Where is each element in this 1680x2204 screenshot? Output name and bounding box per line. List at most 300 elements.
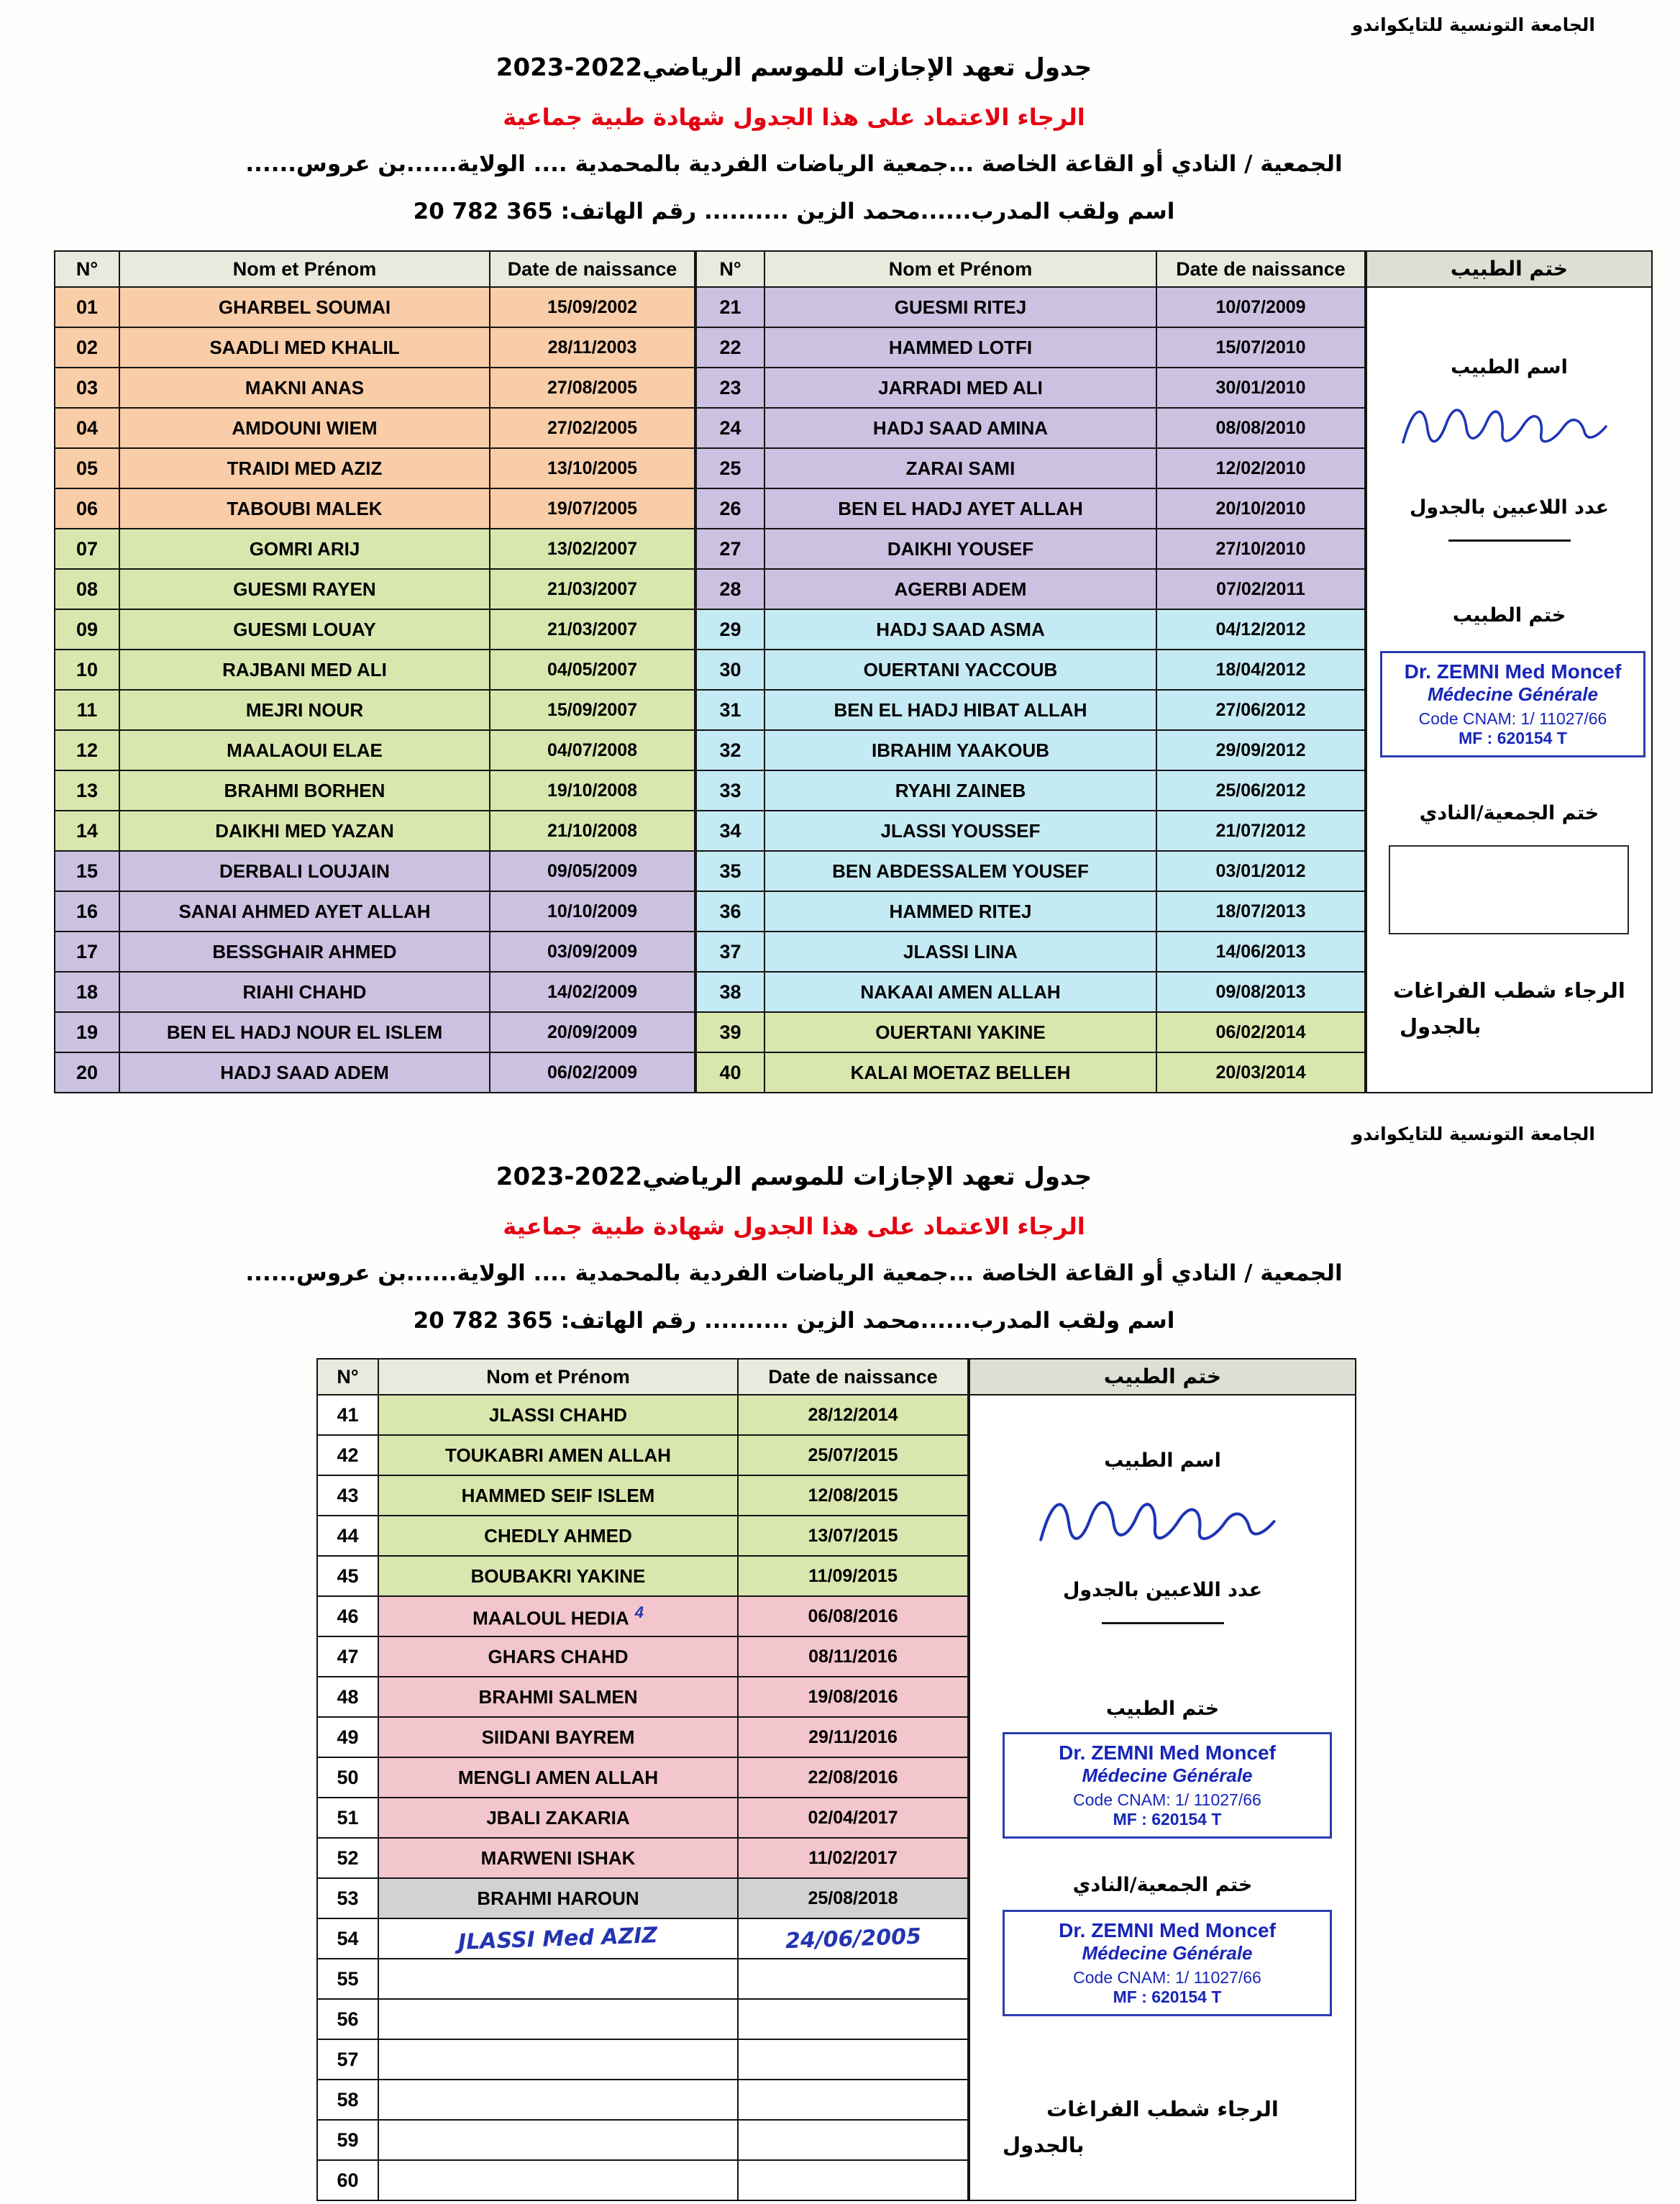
cell-num: 40 — [696, 1052, 764, 1093]
cell-name: HAMMED SEIF ISLEM — [378, 1475, 738, 1516]
table-row — [696, 368, 1365, 408]
table-row — [55, 891, 695, 932]
roster-section-2 — [316, 1358, 1356, 2201]
cell-name: DAIKHI MED YAZAN — [119, 811, 490, 851]
cell-dob: 11/02/2017 — [738, 1838, 968, 1878]
cell-dob: 12/08/2015 — [738, 1475, 968, 1516]
club-line: الجمعية / النادي أو القاعة الخاصة ...جمعية الرياضات الفردية بالمحمدية .... الولاية......بن عروس...... — [245, 151, 1343, 177]
table-row — [696, 408, 1365, 448]
club-line: الجمعية / النادي أو القاعة الخاصة ...جمعية الرياضات الفردية بالمحمدية .... الولاية......بن عروس...... — [245, 1260, 1343, 1286]
cell-name — [378, 2120, 738, 2160]
cell-name: SANAI AHMED AYET ALLAH — [119, 891, 490, 932]
cell-num: 41 — [317, 1395, 378, 1435]
table-row — [55, 529, 695, 569]
table-row — [696, 529, 1365, 569]
table-row — [55, 690, 695, 730]
cell-num: 39 — [696, 1012, 764, 1052]
cell-dob — [738, 1959, 968, 1999]
cell-dob: 03/09/2009 — [490, 932, 695, 972]
table-row — [317, 1959, 968, 1999]
cell-dob: 15/07/2010 — [1156, 327, 1365, 368]
table-row — [696, 932, 1365, 972]
cell-dob: 29/09/2012 — [1156, 730, 1365, 770]
cell-num: 01 — [55, 287, 119, 327]
cell-num: 55 — [317, 1959, 378, 1999]
cell-name: BEN ABDESSALEM YOUSEF — [764, 851, 1156, 891]
table-row — [55, 488, 695, 529]
table-row — [55, 448, 695, 488]
table-row — [55, 972, 695, 1012]
cell-dob: 13/07/2015 — [738, 1516, 968, 1556]
stamp-specialty: Médecine Générale — [1428, 683, 1598, 705]
cell-dob: 13/10/2005 — [490, 448, 695, 488]
cell-dob: 18/04/2012 — [1156, 650, 1365, 690]
cell-dob: 14/06/2013 — [1156, 932, 1365, 972]
coach-phone-line: اسم ولقب المدرب......محمد الزين .......... رقم الهاتف: 365 782 20 — [413, 1308, 1175, 1334]
cell-dob: 06/02/2009 — [490, 1052, 695, 1093]
cell-dob: 07/02/2011 — [1156, 569, 1365, 609]
cell-num: 27 — [696, 529, 764, 569]
column-header-dob: Date de naissance — [1156, 251, 1365, 287]
header-row — [55, 251, 695, 287]
cell-num: 26 — [696, 488, 764, 529]
cell-num: 49 — [317, 1717, 378, 1757]
cell-num: 47 — [317, 1636, 378, 1677]
column-header-num: N° — [55, 251, 119, 287]
doctor-stamp-panel — [1366, 250, 1653, 1093]
cell-num: 18 — [55, 972, 119, 1012]
cell-dob: 20/09/2009 — [490, 1012, 695, 1052]
table-row — [696, 448, 1365, 488]
cell-name: HADJ SAAD ADEM — [119, 1052, 490, 1093]
cell-num: 36 — [696, 891, 764, 932]
doctor-stamp-label: ختم الطبيب — [1105, 1698, 1220, 1720]
cell-num: 51 — [317, 1798, 378, 1838]
cell-name: BEN EL HADJ NOUR EL ISLEM — [119, 1012, 490, 1052]
cell-dob: 02/04/2017 — [738, 1798, 968, 1838]
cell-name — [378, 1999, 738, 2039]
cell-num: 04 — [55, 408, 119, 448]
column-header-name: Nom et Prénom — [119, 251, 490, 287]
players-count-blank-line — [1448, 539, 1571, 542]
players-count-label: عدد اللاعبين بالجدول — [1409, 496, 1610, 519]
table-row — [696, 972, 1365, 1012]
table-row — [317, 1918, 968, 1959]
table-row — [317, 1556, 968, 1596]
doctor-stamp-label: ختم الطبيب — [1452, 604, 1566, 627]
cell-dob: 09/08/2013 — [1156, 972, 1365, 1012]
note-line-1: الرجاء شطب الفراغات — [1393, 978, 1625, 1003]
cell-name: MAKNI ANAS — [119, 368, 490, 408]
doctor-stamp — [1003, 1910, 1332, 2016]
cell-num: 58 — [317, 2080, 378, 2120]
cell-num: 60 — [317, 2160, 378, 2200]
cell-num: 34 — [696, 811, 764, 851]
cell-dob: 18/07/2013 — [1156, 891, 1365, 932]
cell-name: BESSGHAIR AHMED — [119, 932, 490, 972]
cell-name: GHARS CHAHD — [378, 1636, 738, 1677]
cell-name: MAALAOUI ELAE — [119, 730, 490, 770]
cell-name: GUESMI RITEJ — [764, 287, 1156, 327]
table-row — [696, 1052, 1365, 1093]
cell-dob: 30/01/2010 — [1156, 368, 1365, 408]
table-row — [317, 2120, 968, 2160]
medical-certificate-subtitle: الرجاء الاعتماد على هذا الجدول شهادة طبية جماعية — [503, 104, 1085, 131]
table-row — [696, 690, 1365, 730]
table-row — [317, 2080, 968, 2120]
coach-phone-line: اسم ولقب المدرب......محمد الزين .......... رقم الهاتف: 365 782 20 — [413, 199, 1175, 224]
table-row — [55, 287, 695, 327]
stamp-doctor-name: Dr. ZEMNI Med Moncef — [1059, 1919, 1276, 1941]
roster-table-left — [54, 250, 695, 1093]
cell-num: 44 — [317, 1516, 378, 1556]
table-row — [317, 1798, 968, 1838]
cell-name: CHEDLY AHMED — [378, 1516, 738, 1556]
cell-dob: 27/02/2005 — [490, 408, 695, 448]
table-row — [696, 851, 1365, 891]
table-row — [317, 1999, 968, 2039]
cell-name: GHARBEL SOUMAI — [119, 287, 490, 327]
header-row — [696, 251, 1365, 287]
cell-dob: 21/07/2012 — [1156, 811, 1365, 851]
cell-dob — [738, 2039, 968, 2080]
cell-num: 53 — [317, 1878, 378, 1918]
column-header-dob: Date de naissance — [738, 1359, 968, 1395]
table-row — [317, 1596, 968, 1636]
table-row — [55, 368, 695, 408]
page-title: جدول تعهد الإجازات للموسم الرياضي2022-2023 — [496, 53, 1092, 82]
cell-dob: 20/10/2010 — [1156, 488, 1365, 529]
stamp-mf-code: MF : 620154 T — [1458, 729, 1567, 747]
cell-name: MEJRI NOUR — [119, 690, 490, 730]
cell-name: NAKAAI AMEN ALLAH — [764, 972, 1156, 1012]
cell-name: BEN EL HADJ AYET ALLAH — [764, 488, 1156, 529]
doctor-name-label: اسم الطبيب — [1104, 1449, 1221, 1472]
cell-dob — [738, 2080, 968, 2120]
cell-dob: 21/03/2007 — [490, 569, 695, 609]
cell-name: TABOUBI MALEK — [119, 488, 490, 529]
table-row — [317, 2160, 968, 2200]
cell-name: DERBALI LOUJAIN — [119, 851, 490, 891]
cell-name: DAIKHI YOUSEF — [764, 529, 1156, 569]
club-stamp-label: ختم الجمعية/النادي — [1419, 802, 1599, 824]
stamp-doctor-name: Dr. ZEMNI Med Moncef — [1059, 1741, 1276, 1764]
cell-name: MAALOUL HEDIA $^4$ — [378, 1596, 738, 1636]
doctor-signature — [1024, 1482, 1297, 1565]
column-header-name: Nom et Prénom — [764, 251, 1156, 287]
cell-num: 29 — [696, 609, 764, 650]
cell-dob: 24/06/2005 — [738, 1918, 968, 1959]
cell-name: KALAI MOETAZ BELLEH — [764, 1052, 1156, 1093]
table-row — [317, 1717, 968, 1757]
cell-num: 24 — [696, 408, 764, 448]
cell-num: 45 — [317, 1556, 378, 1596]
cell-name: GOMRI ARIJ — [119, 529, 490, 569]
doctor-name-label: اسم الطبيب — [1451, 356, 1568, 378]
cell-dob: 27/06/2012 — [1156, 690, 1365, 730]
table-row — [55, 811, 695, 851]
cell-name: BRAHMI HAROUN — [378, 1878, 738, 1918]
table-row — [317, 1878, 968, 1918]
cell-name: HADJ SAAD ASMA — [764, 609, 1156, 650]
cell-num: 21 — [696, 287, 764, 327]
cell-num: 10 — [55, 650, 119, 690]
cell-num: 22 — [696, 327, 764, 368]
roster-table-right — [695, 250, 1366, 1093]
cell-name: MENGLI AMEN ALLAH — [378, 1757, 738, 1798]
cell-num: 43 — [317, 1475, 378, 1516]
cell-name: ZARAI SAMI — [764, 448, 1156, 488]
stamp-cnam-code: Code CNAM: 1/ 11027/66 — [1073, 1968, 1261, 1987]
club-stamp-box — [1389, 845, 1629, 934]
cell-name: TOUKABRI AMEN ALLAH — [378, 1435, 738, 1475]
doctor-stamp — [1003, 1732, 1332, 1839]
cell-dob: 25/06/2012 — [1156, 770, 1365, 811]
cell-name: RIAHI CHAHD — [119, 972, 490, 1012]
cell-num: 20 — [55, 1052, 119, 1093]
cell-dob: 10/07/2009 — [1156, 287, 1365, 327]
panel-header-label: ختم الطبيب — [970, 1360, 1355, 1395]
cell-dob: 13/02/2007 — [490, 529, 695, 569]
cell-dob: 21/03/2007 — [490, 609, 695, 650]
stamp-specialty: Médecine Générale — [1082, 1942, 1253, 1964]
cell-dob: 21/10/2008 — [490, 811, 695, 851]
cell-dob: 20/03/2014 — [1156, 1052, 1365, 1093]
cell-name: OUERTANI YACCOUB — [764, 650, 1156, 690]
table-row — [696, 811, 1365, 851]
cell-name: SAADLI MED KHALIL — [119, 327, 490, 368]
roster-table-2 — [316, 1358, 969, 2201]
cell-dob: 03/01/2012 — [1156, 851, 1365, 891]
stamp-cnam-code: Code CNAM: 1/ 11027/66 — [1418, 709, 1607, 728]
cell-dob: 04/05/2007 — [490, 650, 695, 690]
cell-dob — [738, 1999, 968, 2039]
table-row — [696, 327, 1365, 368]
cell-num: 42 — [317, 1435, 378, 1475]
cell-num: 16 — [55, 891, 119, 932]
table-row — [317, 1677, 968, 1717]
cell-num: 23 — [696, 368, 764, 408]
table-row — [55, 1012, 695, 1052]
cell-num: 02 — [55, 327, 119, 368]
column-header-dob: Date de naissance — [490, 251, 695, 287]
panel-header-label: ختم الطبيب — [1367, 252, 1651, 288]
cell-dob: 04/07/2008 — [490, 730, 695, 770]
cell-name: OUERTANI YAKINE — [764, 1012, 1156, 1052]
stamp-specialty: Médecine Générale — [1082, 1764, 1253, 1786]
cell-dob: 12/02/2010 — [1156, 448, 1365, 488]
column-header-name: Nom et Prénom — [378, 1359, 738, 1395]
cell-dob: 29/11/2016 — [738, 1717, 968, 1757]
cell-name: RAJBANI MED ALI — [119, 650, 490, 690]
table-row — [696, 488, 1365, 529]
cross-out-blanks-note — [1367, 978, 1651, 1039]
table-row — [317, 1435, 968, 1475]
cell-dob: 22/08/2016 — [738, 1757, 968, 1798]
cell-num: 25 — [696, 448, 764, 488]
cell-num: 15 — [55, 851, 119, 891]
cell-dob: 19/08/2016 — [738, 1677, 968, 1717]
doctor-stamp — [1380, 651, 1645, 757]
cell-name: AMDOUNI WIEM — [119, 408, 490, 448]
players-count-blank-line — [1102, 1622, 1224, 1624]
roster-section-1 — [54, 250, 1653, 1093]
cell-name — [378, 1959, 738, 1999]
cell-num: 03 — [55, 368, 119, 408]
cell-num: 06 — [55, 488, 119, 529]
cell-name: SIIDANI BAYREM — [378, 1717, 738, 1757]
cell-num: 50 — [317, 1757, 378, 1798]
cell-num: 17 — [55, 932, 119, 972]
table-row — [55, 932, 695, 972]
cell-name — [378, 2160, 738, 2200]
cell-num: 05 — [55, 448, 119, 488]
table-row — [317, 1516, 968, 1556]
federation-name: الجامعة التونسية للتايكواندو — [1351, 1124, 1595, 1144]
cell-dob: 08/08/2010 — [1156, 408, 1365, 448]
page-title: جدول تعهد الإجازات للموسم الرياضي2022-2023 — [496, 1162, 1092, 1191]
cell-name: JLASSI YOUSSEF — [764, 811, 1156, 851]
table-row — [696, 1012, 1365, 1052]
cell-num: 11 — [55, 690, 119, 730]
cell-num: 09 — [55, 609, 119, 650]
cell-name: JBALI ZAKARIA — [378, 1798, 738, 1838]
cell-name: BRAHMI BORHEN — [119, 770, 490, 811]
table-row — [696, 891, 1365, 932]
doctor-stamp-panel — [969, 1358, 1356, 2201]
table-row — [696, 770, 1365, 811]
cell-num: 57 — [317, 2039, 378, 2080]
cell-dob: 25/08/2018 — [738, 1878, 968, 1918]
table-row — [55, 609, 695, 650]
cell-num: 48 — [317, 1677, 378, 1717]
table-row — [55, 408, 695, 448]
cell-name: BEN EL HADJ HIBAT ALLAH — [764, 690, 1156, 730]
cell-name: JLASSI LINA — [764, 932, 1156, 972]
pen-mark: 4 — [634, 1603, 644, 1621]
table-row — [55, 770, 695, 811]
club-stamp-label: ختم الجمعية/النادي — [1072, 1874, 1253, 1896]
table-row — [696, 650, 1365, 690]
cell-dob: 28/11/2003 — [490, 327, 695, 368]
cell-name: MARWENI ISHAK — [378, 1838, 738, 1878]
table-row — [55, 327, 695, 368]
table-row — [317, 1475, 968, 1516]
medical-certificate-subtitle: الرجاء الاعتماد على هذا الجدول شهادة طبية جماعية — [503, 1213, 1085, 1240]
cell-dob: 25/07/2015 — [738, 1435, 968, 1475]
cell-name: JLASSI Med AZIZ — [378, 1918, 738, 1959]
table-row — [696, 569, 1365, 609]
cell-num: 32 — [696, 730, 764, 770]
note-line-1: الرجاء شطب الفراغات — [1046, 2097, 1279, 2121]
cell-name: IBRAHIM YAAKOUB — [764, 730, 1156, 770]
cell-num: 19 — [55, 1012, 119, 1052]
cell-name: GUESMI LOUAY — [119, 609, 490, 650]
note-line-2: بالجدول — [1003, 2133, 1085, 2157]
cell-name — [378, 2039, 738, 2080]
cell-dob: 27/10/2010 — [1156, 529, 1365, 569]
table-row — [317, 2039, 968, 2080]
federation-name: الجامعة التونسية للتايكواندو — [1351, 14, 1595, 35]
cell-dob: 04/12/2012 — [1156, 609, 1365, 650]
cell-dob: 28/12/2014 — [738, 1395, 968, 1435]
cell-dob — [738, 2120, 968, 2160]
table-row — [696, 730, 1365, 770]
table-row — [696, 287, 1365, 327]
cell-name: HADJ SAAD AMINA — [764, 408, 1156, 448]
cell-name: RYAHI ZAINEB — [764, 770, 1156, 811]
cell-num: 59 — [317, 2120, 378, 2160]
cell-dob: 09/05/2009 — [490, 851, 695, 891]
cell-name: BOUBAKRI YAKINE — [378, 1556, 738, 1596]
cell-dob: 15/09/2002 — [490, 287, 695, 327]
table-row — [55, 569, 695, 609]
cell-num: 56 — [317, 1999, 378, 2039]
cell-name: HAMMED RITEJ — [764, 891, 1156, 932]
cell-num: 38 — [696, 972, 764, 1012]
cell-num: 46 — [317, 1596, 378, 1636]
cell-dob: 14/02/2009 — [490, 972, 695, 1012]
cell-num: 35 — [696, 851, 764, 891]
cell-num: 54 — [317, 1918, 378, 1959]
cell-num: 33 — [696, 770, 764, 811]
cell-name: TRAIDI MED AZIZ — [119, 448, 490, 488]
cell-num: 07 — [55, 529, 119, 569]
stamp-cnam-code: Code CNAM: 1/ 11027/66 — [1073, 1790, 1261, 1809]
cell-dob: 06/08/2016 — [738, 1596, 968, 1636]
stamp-doctor-name: Dr. ZEMNI Med Moncef — [1404, 660, 1622, 683]
table-row — [317, 1395, 968, 1435]
cell-num: 28 — [696, 569, 764, 609]
cell-dob: 15/09/2007 — [490, 690, 695, 730]
cross-out-blanks-note — [970, 2097, 1355, 2157]
header-row — [317, 1359, 968, 1395]
cell-dob: 10/10/2009 — [490, 891, 695, 932]
cell-num: 30 — [696, 650, 764, 690]
stamp-mf-code: MF : 620154 T — [1113, 1810, 1222, 1829]
cell-name: HAMMED LOTFI — [764, 327, 1156, 368]
cell-name: GUESMI RAYEN — [119, 569, 490, 609]
note-line-2: بالجدول — [1400, 1014, 1482, 1039]
cell-name: AGERBI ADEM — [764, 569, 1156, 609]
cell-dob: 06/02/2014 — [1156, 1012, 1365, 1052]
cell-num: 52 — [317, 1838, 378, 1878]
table-row — [55, 650, 695, 690]
cell-num: 08 — [55, 569, 119, 609]
cell-num: 14 — [55, 811, 119, 851]
table-row — [317, 1757, 968, 1798]
table-row — [55, 851, 695, 891]
players-count-label: عدد اللاعبين بالجدول — [1062, 1579, 1263, 1601]
table-row — [55, 1052, 695, 1093]
cell-dob: 19/10/2008 — [490, 770, 695, 811]
cell-name: JARRADI MED ALI — [764, 368, 1156, 408]
cell-name — [378, 2080, 738, 2120]
cell-dob: 11/09/2015 — [738, 1556, 968, 1596]
table-row — [317, 1838, 968, 1878]
cell-dob: 27/08/2005 — [490, 368, 695, 408]
cell-num: 37 — [696, 932, 764, 972]
cell-num: 12 — [55, 730, 119, 770]
cell-name: BRAHMI SALMEN — [378, 1677, 738, 1717]
table-row — [55, 730, 695, 770]
column-header-num: N° — [317, 1359, 378, 1395]
doctor-signature — [1396, 392, 1619, 464]
cell-name: JLASSI CHAHD — [378, 1395, 738, 1435]
cell-dob: 08/11/2016 — [738, 1636, 968, 1677]
stamp-mf-code: MF : 620154 T — [1113, 1987, 1222, 2006]
cell-dob — [738, 2160, 968, 2200]
